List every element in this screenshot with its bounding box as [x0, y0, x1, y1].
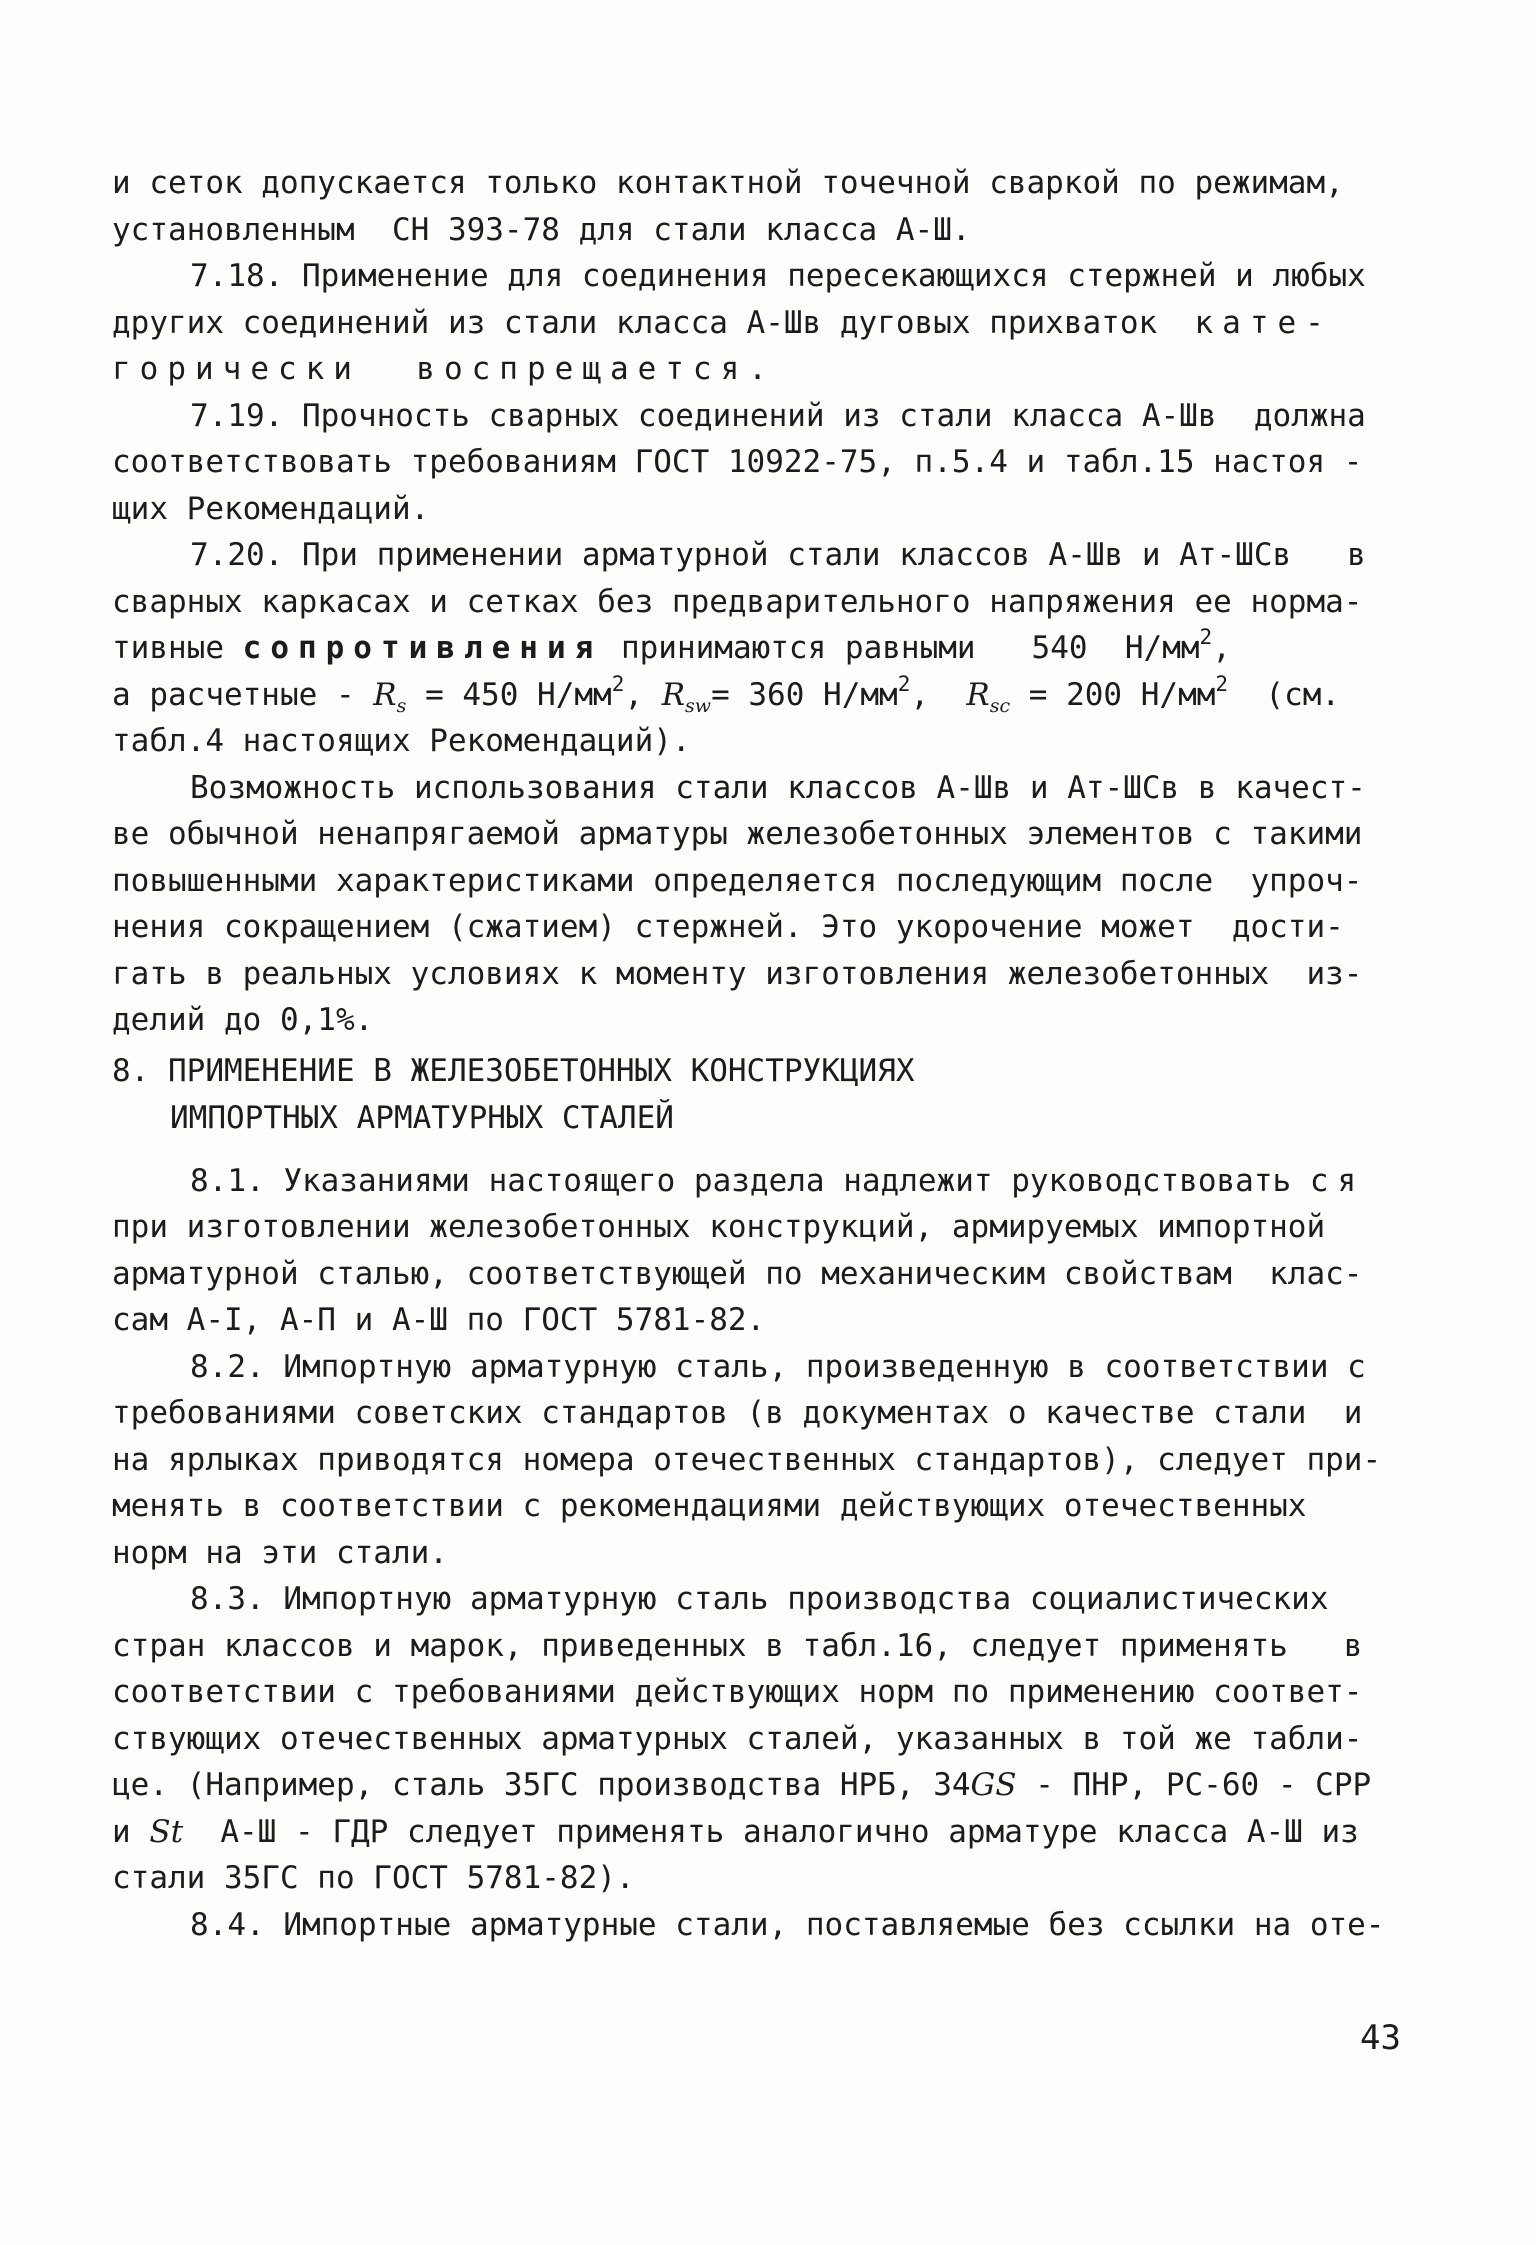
- paragraph-8-1-line: [112, 1158, 1410, 1205]
- paragraph-7-20-line: делий до 0,1%.: [112, 1002, 374, 1038]
- text-span: ,: [624, 676, 662, 713]
- paragraph-8-3-line: 8.3. Импортную арматурную сталь производства социалистических: [190, 1581, 1329, 1617]
- paragraph-7-19-line: 7.19. Прочность сварных соединений из стали класса А-Шв должна: [190, 397, 1366, 434]
- text-span: ,: [910, 676, 967, 713]
- paragraph-8-1-line: арматурной сталью, соответствующей по механическим свойствам клас-: [112, 1255, 1363, 1292]
- symbol-subscript: s: [396, 694, 407, 717]
- symbol-letter: R: [966, 676, 990, 713]
- emphasis-spaced-line: горически воспрещается.: [112, 351, 776, 387]
- symbol-rsc: [966, 676, 1011, 717]
- text-span: 8.1. Указаниями настоящего раздела надлежит руководствовать: [190, 1162, 1292, 1199]
- paragraph-7-19-line: щих Рекомендаций.: [112, 490, 430, 527]
- emphasis-spaced: кате-: [1194, 304, 1333, 341]
- symbol-letter: R: [373, 676, 397, 713]
- text-span: = 450 Н/мм: [406, 676, 612, 713]
- paragraph-8-3-line: стали 35ГС по ГОСТ 5781-82).: [112, 1860, 635, 1896]
- paragraph-7-20-line: повышенными характеристиками определяется последующим после упроч-: [112, 862, 1363, 899]
- exponent: 2: [1215, 671, 1229, 696]
- text-span: - ПНР, РС-60 - СРР: [1016, 1767, 1372, 1803]
- paragraph-7-20-line: нения сокращением (сжатием) стержней. Это укорочение может дости-: [112, 909, 1344, 945]
- paragraph-7-19-line: соответствовать требованиям ГОСТ 10922-75, п.5.4 и табл.15 настоя -: [112, 444, 1363, 480]
- text-span: тивные: [112, 630, 243, 666]
- text-span: и: [112, 1813, 150, 1850]
- text-span: це. (Например, сталь 35ГС производства НРБ, 34: [112, 1767, 971, 1803]
- emphasis-spaced: ся: [1309, 1162, 1366, 1199]
- symbol-subscript: sw: [685, 694, 712, 717]
- paragraph-8-2-line: 8.2. Импортную арматурную сталь, произведенную в соответствии с: [190, 1348, 1366, 1385]
- paragraph-8-2-line: требованиями советских стандартов (в документах о качестве стали и: [112, 1395, 1363, 1431]
- text-span: = 200 Н/мм: [1010, 676, 1216, 713]
- spacer: [112, 1142, 1410, 1158]
- paragraph-8-3-line: соответствии с требованиями действующих норм по применению соответ-: [112, 1674, 1363, 1710]
- section-title-line: 8. ПРИМЕНЕНИЕ В ЖЕЛЕЗОБЕТОННЫХ КОНСТРУКЦИЯХ: [112, 1052, 915, 1089]
- text-line: и сеток допускается только контактной точечной сваркой по режимам,: [112, 165, 1344, 201]
- section-title-line: ИМПОРТНЫХ АРМАТУРНЫХ СТАЛЕЙ: [170, 1099, 674, 1136]
- text-span: других соединений из стали класса А-Шв дуговых прихваток: [112, 304, 1195, 341]
- paragraph-8-2-line: менять в соответствии с рекомендациями действующих отечественных: [112, 1488, 1307, 1524]
- symbol-letter: R: [661, 676, 686, 713]
- emphasis-spaced: сопротивления: [242, 630, 603, 666]
- exponent: 2: [611, 671, 625, 696]
- paragraph-7-20-line: сварных каркасах и сетках без предварительного напряжения ее норма-: [112, 583, 1363, 620]
- paragraph-8-3-line: ствующих отечественных арматурных сталей, указанных в той же табли-: [112, 1720, 1363, 1757]
- paragraph-7-20-line: 7.20. При применении арматурной стали классов А-Шв и Ат-ШСв в: [190, 537, 1366, 573]
- paragraph-7-18-line: 7.18. Применение для соединения пересекающихся стержней и любых: [190, 258, 1366, 294]
- paragraph-8-3-line: стран классов и марок, приведенных в табл.16, следует применять в: [112, 1627, 1363, 1664]
- text-span: а расчетные -: [112, 676, 374, 713]
- text-span: А-Ш - ГДР следует применять аналогично арматуре класса А-Ш из: [183, 1813, 1359, 1850]
- symbol-rsw: [661, 676, 712, 717]
- paragraph-8-3-line: [112, 1762, 1410, 1809]
- paragraph-7-20-line: Возможность использования стали классов А-Шв и Ат-ШСв в качест-: [190, 769, 1366, 806]
- paragraph-8-3-line: [112, 1809, 1410, 1856]
- text-span: ,: [1212, 630, 1231, 666]
- symbol-subscript: sc: [989, 694, 1011, 717]
- steel-grade-gs: GS: [970, 1767, 1017, 1803]
- steel-grade-st: St: [149, 1813, 184, 1850]
- text-line: установленным СН 393-78 для стали класса А-Ш.: [112, 211, 971, 248]
- paragraph-8-1-line: при изготовлении железобетонных конструкций, армируемых импортной: [112, 1209, 1326, 1245]
- paragraph-7-18-line: [112, 300, 1410, 347]
- paragraph-7-20-line: ве обычной ненапрягаемой арматуры железобетонных элементов с такими: [112, 816, 1363, 852]
- exponent: 2: [1199, 625, 1213, 649]
- paragraph-7-20-line: [112, 625, 1410, 672]
- formula-line: [112, 672, 1410, 719]
- exponent: 2: [897, 671, 911, 696]
- section-8-heading: [112, 1048, 1410, 1142]
- text-span: (см.: [1228, 676, 1341, 713]
- page-number: 43: [1360, 2018, 1401, 2058]
- symbol-rs: [373, 676, 407, 717]
- paragraph-8-2-line: норм на эти стали.: [112, 1534, 448, 1571]
- text-span: принимаются равными 540 Н/мм: [602, 630, 1200, 666]
- paragraph-8-2-line: на ярлыках приводятся номера отечественных стандартов), следует при-: [112, 1441, 1382, 1478]
- paragraph-7-20-line: табл.4 настоящих Рекомендаций).: [112, 723, 691, 759]
- paragraph-7-20-line: гать в реальных условиях к моменту изготовления железобетонных из-: [112, 955, 1363, 992]
- body-text: [112, 160, 1410, 1948]
- text-span: = 360 Н/мм: [711, 676, 898, 713]
- paragraph-8-1-line: сам А-I, А-П и А-Ш по ГОСТ 5781-82.: [112, 1302, 766, 1338]
- paragraph-8-4-line: 8.4. Импортные арматурные стали, поставляемые без ссылки на оте-: [190, 1906, 1385, 1943]
